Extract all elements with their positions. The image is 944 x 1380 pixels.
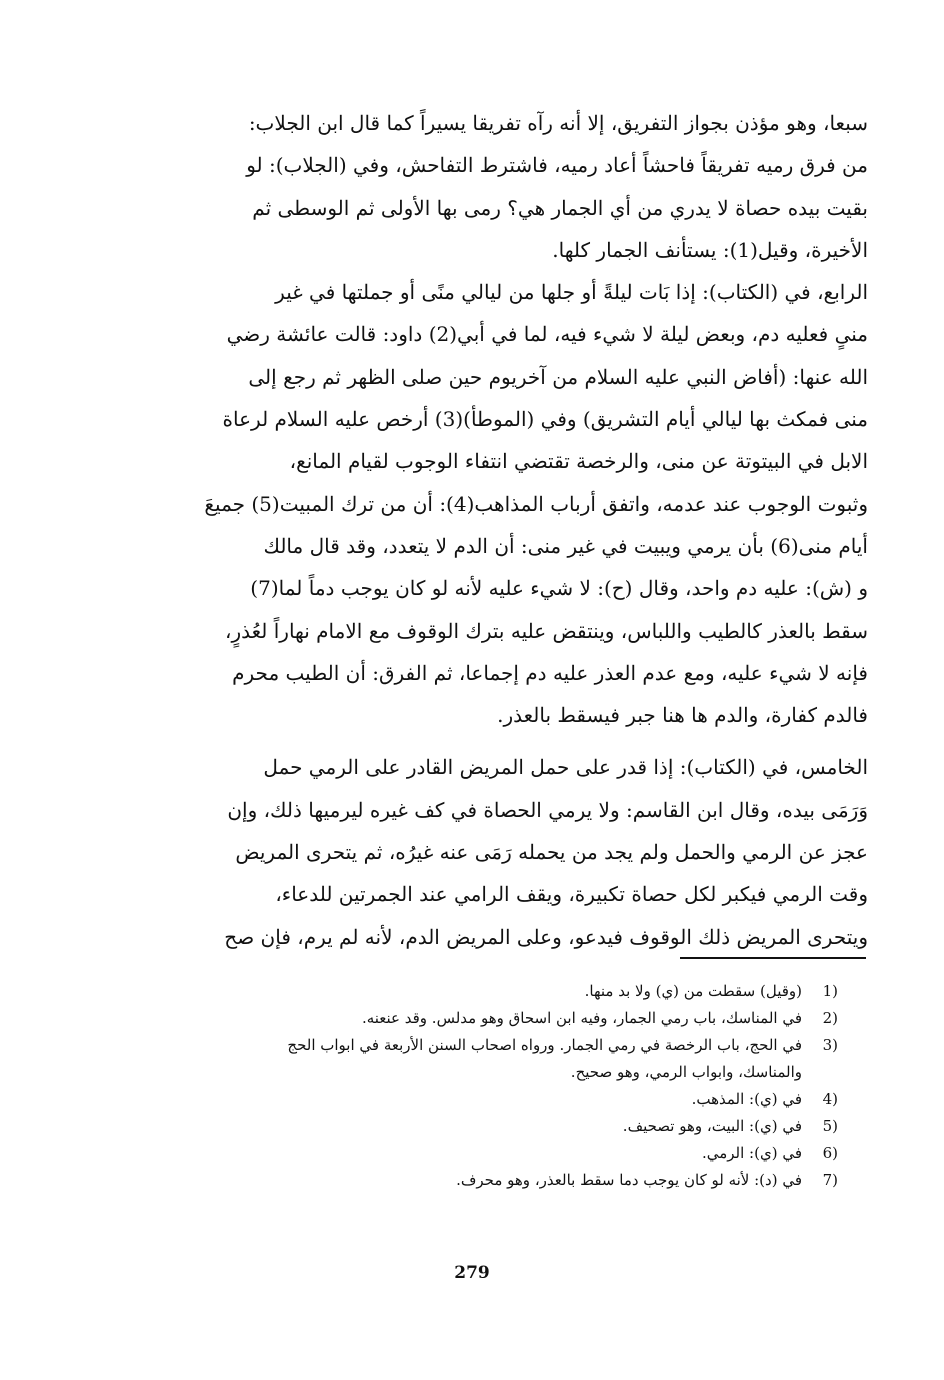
footnote-text: في المناسك، باب رمي الجمار، وفيه ابن اسحاق وهو مدلس. وقد عنعنه. (361, 1009, 802, 1027)
text-line: من فرق رميه تفريقاً فاحشاً أعاد رميه، فاشترط التفاحش، وفي (الجلاب): لو (246, 153, 868, 178)
footnote (160, 978, 838, 1005)
text-line: منىٍ فعليه دم، وبعض ليلة لا شيء فيه، لما في أبي(2) داود: قالت عائشة رضي (226, 322, 868, 347)
text-line: الأخيرة، وقيل(1): يستأنف الجمار كلها. (552, 237, 868, 262)
text-line: و (ش): عليه دم واحد، وقال (ح): لا شيء عليه لأنه لو كان يوجب دماً لما(7) (250, 576, 868, 601)
main-text (160, 102, 868, 958)
text-line: فالدم كفارة، والدم ها هنا جبر فيسقط بالعذر. (497, 703, 868, 728)
footnote-continuation: والمناسك، وابواب الرمي، وهو صحيح. (570, 1063, 802, 1081)
footnote-number: 7) (822, 1171, 838, 1189)
footnote-text: في (ي): الرمي. (701, 1144, 802, 1162)
footnote-number: 2) (822, 1009, 838, 1027)
footnote-text: في (ي): المذهب. (691, 1090, 802, 1108)
footnote-number: 6) (822, 1144, 838, 1162)
page-number: 279 (454, 1263, 490, 1283)
footnote-number: 4) (822, 1090, 838, 1108)
footnote (160, 1032, 838, 1059)
text-line: منى فمكث بها ليالي أيام التشريق) وفي (الموطأ)(3) أرخص عليه السلام لرعاة (222, 407, 868, 432)
footnote-text: في الحج، باب الرخصة في رمي الجمار. ورواه اصحاب السنن الأربعة في ابواب الحج (287, 1036, 802, 1054)
text-line: الخامس، في (الكتاب): إذا قدر على حمل المريض القادر على الرمي حمل (263, 755, 868, 780)
text-line: الابل في البيتوتة عن منى، والرخصة تقتضي انتفاء الوجوب لقيام المانع، (289, 449, 868, 474)
footnote-separator (680, 957, 866, 959)
text-line: وقت الرمي فيكبر لكل حصاة تكبيرة، ويقف الرامي عند الجمرتين للدعاء، (275, 882, 868, 907)
footnote-number: 3) (822, 1036, 838, 1054)
footnote-text: في (د): لأنه لو كان يوجب دما سقط بالعذر، وهو محرف. (456, 1171, 802, 1189)
footnote (160, 1113, 838, 1140)
text-line: بقيت بيده حصاة لا يدري من أي الجمار هي؟ رمى بها الأولى ثم الوسطى ثم (252, 195, 868, 220)
footnote-number: 1) (822, 982, 838, 1000)
text-line: أيام منى(6) بأن يرمي ويبيت في غير منى: أن الدم لا يتعدد، وقد قال مالك (263, 533, 868, 558)
text-line: عجز عن الرمي والحمل ولم يجد من يحمله رَمَى عنه غيرُه، ثم يتحرى المريض (235, 840, 868, 865)
text-line: ويتحرى المريض ذلك الوقوف فيدعو، وعلى المريض الدم، لأنه لم يرم، فإن صح (224, 924, 868, 949)
text-line: سبعا، وهو مؤذن بجواز التفريق، إلا أنه رآه تفريقا يسيراً كما قال ابن الجلاب: (248, 111, 868, 135)
text-line: الرابع، في (الكتاب): إذا بَات ليلةً أو جلها من ليالي منًى أو جملتها في غير (275, 280, 868, 305)
footnote-number: 5) (822, 1117, 838, 1135)
footnote-text: (وقيل) سقطت من (ي) ولا بد منها. (584, 982, 802, 1000)
text-line: فإنه لا شيء عليه، ومع عدم العذر عليه دم إجماعا، ثم الفرق: أن الطيب محرم (232, 660, 868, 685)
text-line: الله عنها: (أفاض النبي عليه السلام من آخريوم حين صلى الظهر ثم رجع إلى (248, 364, 868, 389)
text-line: وَرَمَى بيده، وقال ابن القاسم: ولا يرمي الحصاة في كف غيره ليرميها ذلك، وإن (227, 797, 868, 822)
text-line: سقط بالعذر كالطيب واللباس، وينتقض عليه بترك الوقوف مع الامام نهاراً لعُذرٍ، (225, 618, 868, 643)
footnote (160, 1086, 838, 1113)
footnotes (160, 978, 838, 1194)
footnote-text: في (ي): البيت، وهو تصحيف. (622, 1117, 802, 1135)
footnote (160, 1167, 838, 1194)
text-line: وثبوت الوجوب عند عدمه، واتفق أرباب المذاهب(4): أن من ترك المبيت(5) جميعَ (204, 491, 868, 516)
footnote (160, 1140, 838, 1167)
footnote (160, 1005, 838, 1032)
